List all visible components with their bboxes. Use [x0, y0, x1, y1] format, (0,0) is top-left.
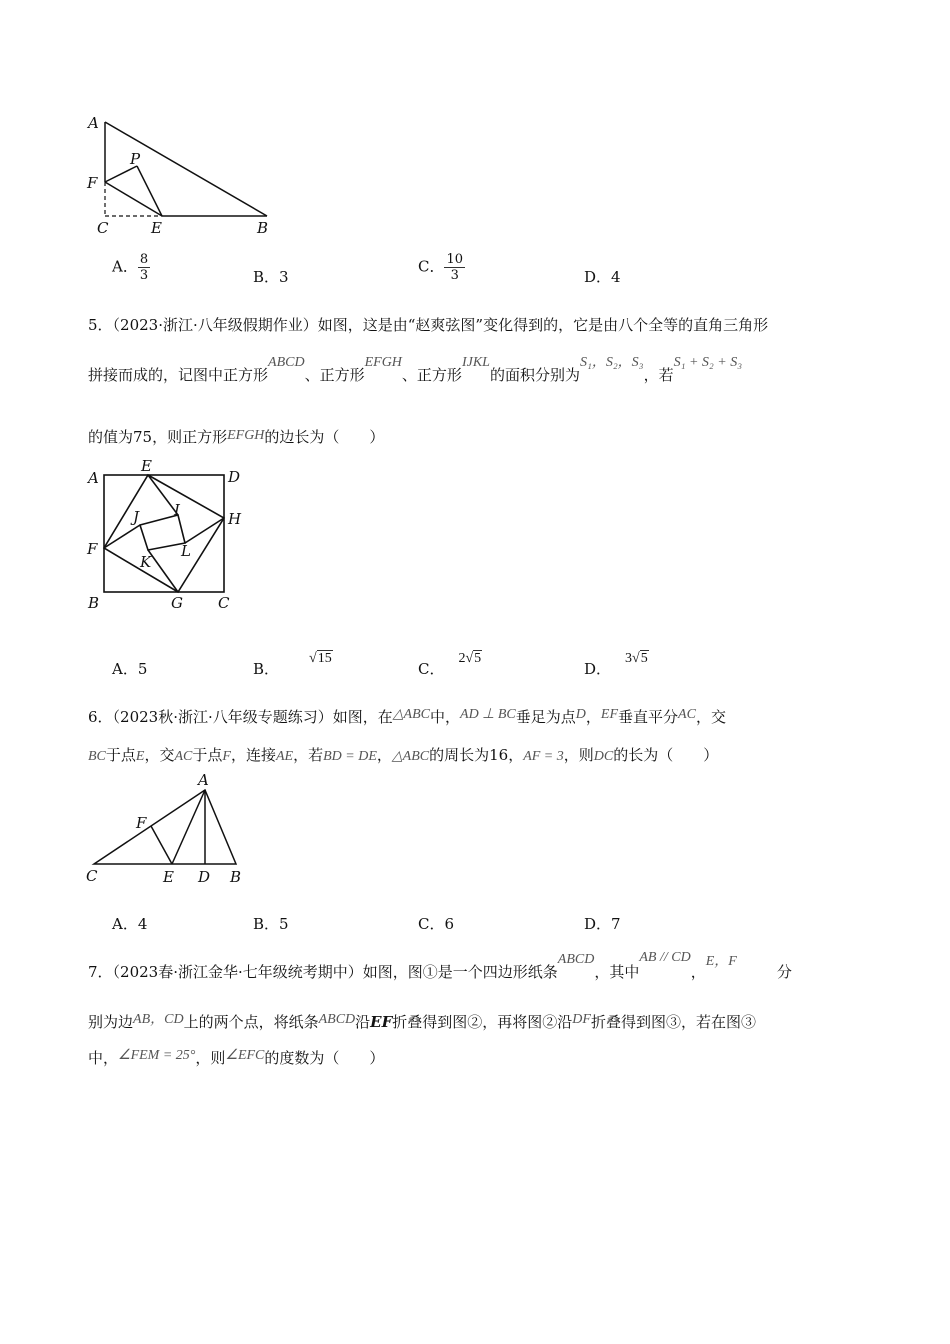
- math-f: F: [222, 749, 231, 764]
- q6-text: 中，: [430, 708, 461, 726]
- q7-text: 上的两个点，将纸条: [183, 1013, 319, 1031]
- q4-label-f: F: [87, 174, 98, 192]
- option-letter: B．: [253, 915, 280, 933]
- q4-label-c: C: [97, 219, 109, 237]
- q5-line-3: [88, 426, 384, 447]
- radicand: 5: [640, 651, 648, 666]
- option-letter: C．: [418, 257, 445, 276]
- radicand: 5: [474, 651, 482, 666]
- math-angle-efc: ∠EFC: [225, 1048, 265, 1063]
- q7-line-3: [88, 1047, 384, 1068]
- q4-option-b[interactable]: [253, 266, 289, 287]
- q5-label-j: J: [133, 508, 140, 526]
- math-abcd: ABCD: [318, 1012, 356, 1027]
- q6-label-f: F: [136, 814, 147, 832]
- math-efgh: EFGH: [227, 428, 265, 443]
- q4-label-p: P: [130, 150, 141, 168]
- q6-line-2: [88, 744, 718, 765]
- fraction-numerator: 10: [446, 252, 464, 267]
- math-angle-fem: ∠FEM = 25°: [118, 1048, 196, 1063]
- q6-text: ，交: [144, 746, 175, 764]
- q5-option-b[interactable]: [253, 651, 332, 679]
- q6-figure: [80, 768, 260, 893]
- q5-figure: [80, 455, 280, 615]
- math-ad-perp-bc: AD ⊥ BC: [460, 707, 516, 722]
- q5-label-f: F: [87, 540, 98, 558]
- q6-option-b[interactable]: [253, 913, 289, 934]
- q5-text: 拼接而成的，记图中正方形: [88, 366, 269, 384]
- q7-text: 别为边: [88, 1013, 134, 1031]
- math-dc: DC: [593, 749, 614, 764]
- q6-label-c: C: [86, 867, 98, 885]
- math-bc: BC: [88, 749, 106, 764]
- math-ef: EF: [600, 707, 619, 722]
- q4-label-a: A: [88, 114, 99, 132]
- math-bd-eq-de: BD = DE: [323, 749, 377, 764]
- q7-text: 沿: [355, 1013, 371, 1031]
- q5-option-d[interactable]: [584, 651, 648, 679]
- q7-text: 中，: [88, 1049, 119, 1067]
- math-ac: AC: [174, 749, 193, 764]
- q5-number: 5．: [88, 316, 113, 334]
- q6-text: 于点: [192, 746, 223, 764]
- q6-label-b: B: [230, 868, 242, 886]
- math-d: D: [575, 707, 586, 722]
- math-efgh: EFGH: [364, 355, 402, 370]
- q4-figure: [80, 110, 280, 240]
- q6-option-c[interactable]: [418, 913, 454, 934]
- coefficient: 2: [458, 651, 466, 666]
- option-letter: B．: [253, 268, 280, 286]
- q6-number: 6．: [88, 708, 113, 726]
- math-ijkl: IJKL: [461, 355, 490, 370]
- q7-text: 如图，图①是一个四边形纸条: [362, 963, 558, 981]
- option-value: 3: [279, 268, 289, 286]
- q4-label-b: B: [257, 219, 269, 237]
- q5-source: （2023·浙江·八年级假期作业）: [112, 316, 318, 334]
- math-abcd: ABCD: [268, 355, 305, 370]
- q6-option-d[interactable]: [584, 913, 621, 934]
- option-value: 7: [611, 915, 621, 933]
- math-e: E: [135, 749, 145, 764]
- q7-text: ，: [690, 963, 706, 981]
- sqrt-expression: 3√5: [625, 651, 648, 666]
- math-af-eq-3: AF = 3: [523, 749, 564, 764]
- q6-text: ，则: [563, 746, 594, 764]
- math-triangle-abc: △ABC: [392, 707, 430, 722]
- option-value: 4: [611, 268, 621, 286]
- q5-text: 的边长为（ ）: [264, 428, 385, 446]
- q6-label-d: D: [198, 868, 211, 886]
- math-s-sum: S₁ + S₂ + S₃: [673, 355, 743, 370]
- q4-figure-lines: [105, 122, 267, 216]
- q5-option-a[interactable]: [112, 658, 147, 679]
- q4-option-c[interactable]: [418, 252, 465, 283]
- option-letter: A．: [112, 915, 138, 933]
- q5-label-d: D: [228, 468, 241, 486]
- q4-option-a[interactable]: [112, 252, 150, 283]
- q6-figure-lines: [94, 790, 236, 864]
- radicand: 15: [317, 651, 332, 666]
- q5-label-l: L: [181, 542, 191, 560]
- fraction-numerator: 8: [139, 252, 149, 267]
- sqrt-expression: √15: [309, 651, 332, 666]
- q5-text: 、正方形: [401, 366, 462, 384]
- q5-label-i: I: [174, 501, 180, 519]
- q4-option-d[interactable]: [584, 266, 621, 287]
- math-df: DF: [572, 1012, 591, 1027]
- q5-text: 的值为75，则正方形: [88, 428, 228, 446]
- q4-label-e: E: [151, 219, 162, 237]
- math-ab-parallel-cd: AB // CD: [639, 950, 691, 965]
- fraction: [444, 252, 465, 283]
- q7-line-2: [88, 1011, 756, 1032]
- math-triangle-abc: △ABC: [391, 749, 430, 764]
- fraction-denominator: 3: [450, 268, 459, 283]
- q5-option-c[interactable]: [418, 651, 482, 679]
- q7-text: 折叠得到图②，再将图②沿: [392, 1013, 573, 1031]
- option-letter: D．: [584, 660, 612, 678]
- q7-text: 的度数为（ ）: [264, 1049, 385, 1067]
- q5-label-h: H: [228, 510, 242, 528]
- q5-text: 、正方形: [304, 366, 365, 384]
- q7-text: ，则: [195, 1049, 226, 1067]
- q7-text: ，其中: [594, 963, 640, 981]
- q7-text: 分: [776, 963, 792, 981]
- option-value: 4: [137, 915, 148, 933]
- q7-line-1: [88, 950, 792, 982]
- q6-option-a[interactable]: [112, 913, 147, 934]
- option-letter: C．: [418, 660, 445, 678]
- q5-line-1: [88, 314, 768, 335]
- q5-label-k: K: [140, 553, 152, 571]
- q6-line-1: [88, 706, 726, 727]
- q6-text: 于点: [105, 746, 136, 764]
- q6-text: 的周长为16，: [429, 746, 524, 764]
- option-letter: B．: [253, 660, 280, 678]
- q6-source: （2023秋·浙江·八年级专题练习）: [112, 708, 333, 726]
- option-value: 6: [444, 915, 455, 933]
- q5-label-b: B: [88, 594, 100, 612]
- q7-number: 7．: [88, 963, 113, 981]
- q6-text: 如图，在: [332, 708, 393, 726]
- q6-text: 的长为（ ）: [613, 746, 719, 764]
- fraction: [138, 252, 150, 283]
- q5-line-2: [88, 355, 743, 385]
- q6-text: ，若: [293, 746, 324, 764]
- q6-label-e: E: [163, 868, 174, 886]
- math-ae: AE: [275, 749, 294, 764]
- q5-label-c: C: [218, 594, 230, 612]
- q5-label-g: G: [171, 594, 183, 612]
- math-ac: AC: [678, 707, 696, 722]
- q7-text: 折叠得到图③，若在图③: [590, 1013, 756, 1031]
- q5-label-a: A: [88, 469, 99, 487]
- q6-text: ，: [376, 746, 392, 764]
- q5-text: 的面积分别为: [489, 366, 580, 384]
- q5-label-e: E: [141, 457, 152, 475]
- q6-text: 垂直平分: [618, 708, 679, 726]
- sqrt-expression: 2√5: [458, 651, 482, 666]
- q7-source: （2023春·浙江金华·七年级统考期中）: [112, 963, 363, 981]
- option-letter: D．: [584, 268, 612, 286]
- coefficient: 3: [625, 651, 633, 666]
- option-letter: D．: [584, 915, 612, 933]
- math-ab-cd: AB，CD: [133, 1012, 184, 1027]
- option-letter: A．: [112, 257, 138, 276]
- q5-text: 如图，这是由“赵爽弦图”变化得到的，它是由八个全等的直角三角形: [317, 316, 769, 334]
- option-letter: A．: [112, 660, 138, 678]
- option-value: 5: [279, 915, 289, 933]
- fraction-denominator: 3: [139, 268, 149, 283]
- q6-text: 垂足为点: [515, 708, 576, 726]
- q6-text: ，交: [695, 708, 726, 726]
- q6-label-a: A: [198, 771, 209, 789]
- option-value: 5: [137, 660, 148, 678]
- q6-text: ，连接: [230, 746, 276, 764]
- q5-text: ，若: [643, 366, 674, 384]
- option-letter: C．: [418, 915, 445, 933]
- math-s-list: S₁，S₂，S₃: [579, 355, 644, 370]
- q6-text: ，: [585, 708, 601, 726]
- math-abcd: ABCD: [557, 952, 595, 967]
- math-e-f: E，F: [705, 954, 737, 969]
- q5-figure-lines: [104, 475, 224, 592]
- math-ef-bold: EF: [370, 1013, 393, 1031]
